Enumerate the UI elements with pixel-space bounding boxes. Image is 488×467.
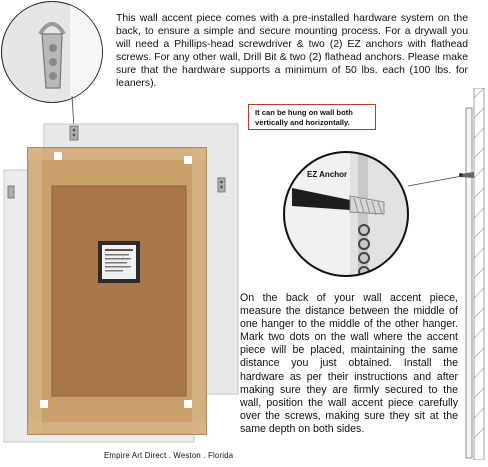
mounting-instructions: On the back of your wall accent piece, measure the distance between the middle of one hanger to the middle of the other hanger. Mark two dots on the wall where the accent piece will be placed, maintaining the same distance you just obtained. Install the hardware as per their instructions and after making sure they are firmly secured to the wall, position the wall accent piece carefully over the screws, making sure they sit at the same depth on both sides. — [240, 292, 458, 435]
ez-anchor-label: EZ Anchor — [307, 170, 348, 179]
company-footer: Empire Art Direct . Weston . Florida — [104, 451, 234, 460]
intro-paragraph: This wall accent piece comes with a pre-installed hardware system on the back, to ensure a simple and secure mounting process. For a drywall you will need a Phillips-head screwdriver & two (2) EZ anchors with flathead screws. For any other wall, Drill Bit & two (2) flathead anchors. Please make sure that the hardware supports a minimum of 50 lbs. each (100 lbs. for leaners). — [116, 13, 468, 89]
orientation-callout: It can be hung on wall both vertically and horizontally. — [248, 104, 376, 130]
